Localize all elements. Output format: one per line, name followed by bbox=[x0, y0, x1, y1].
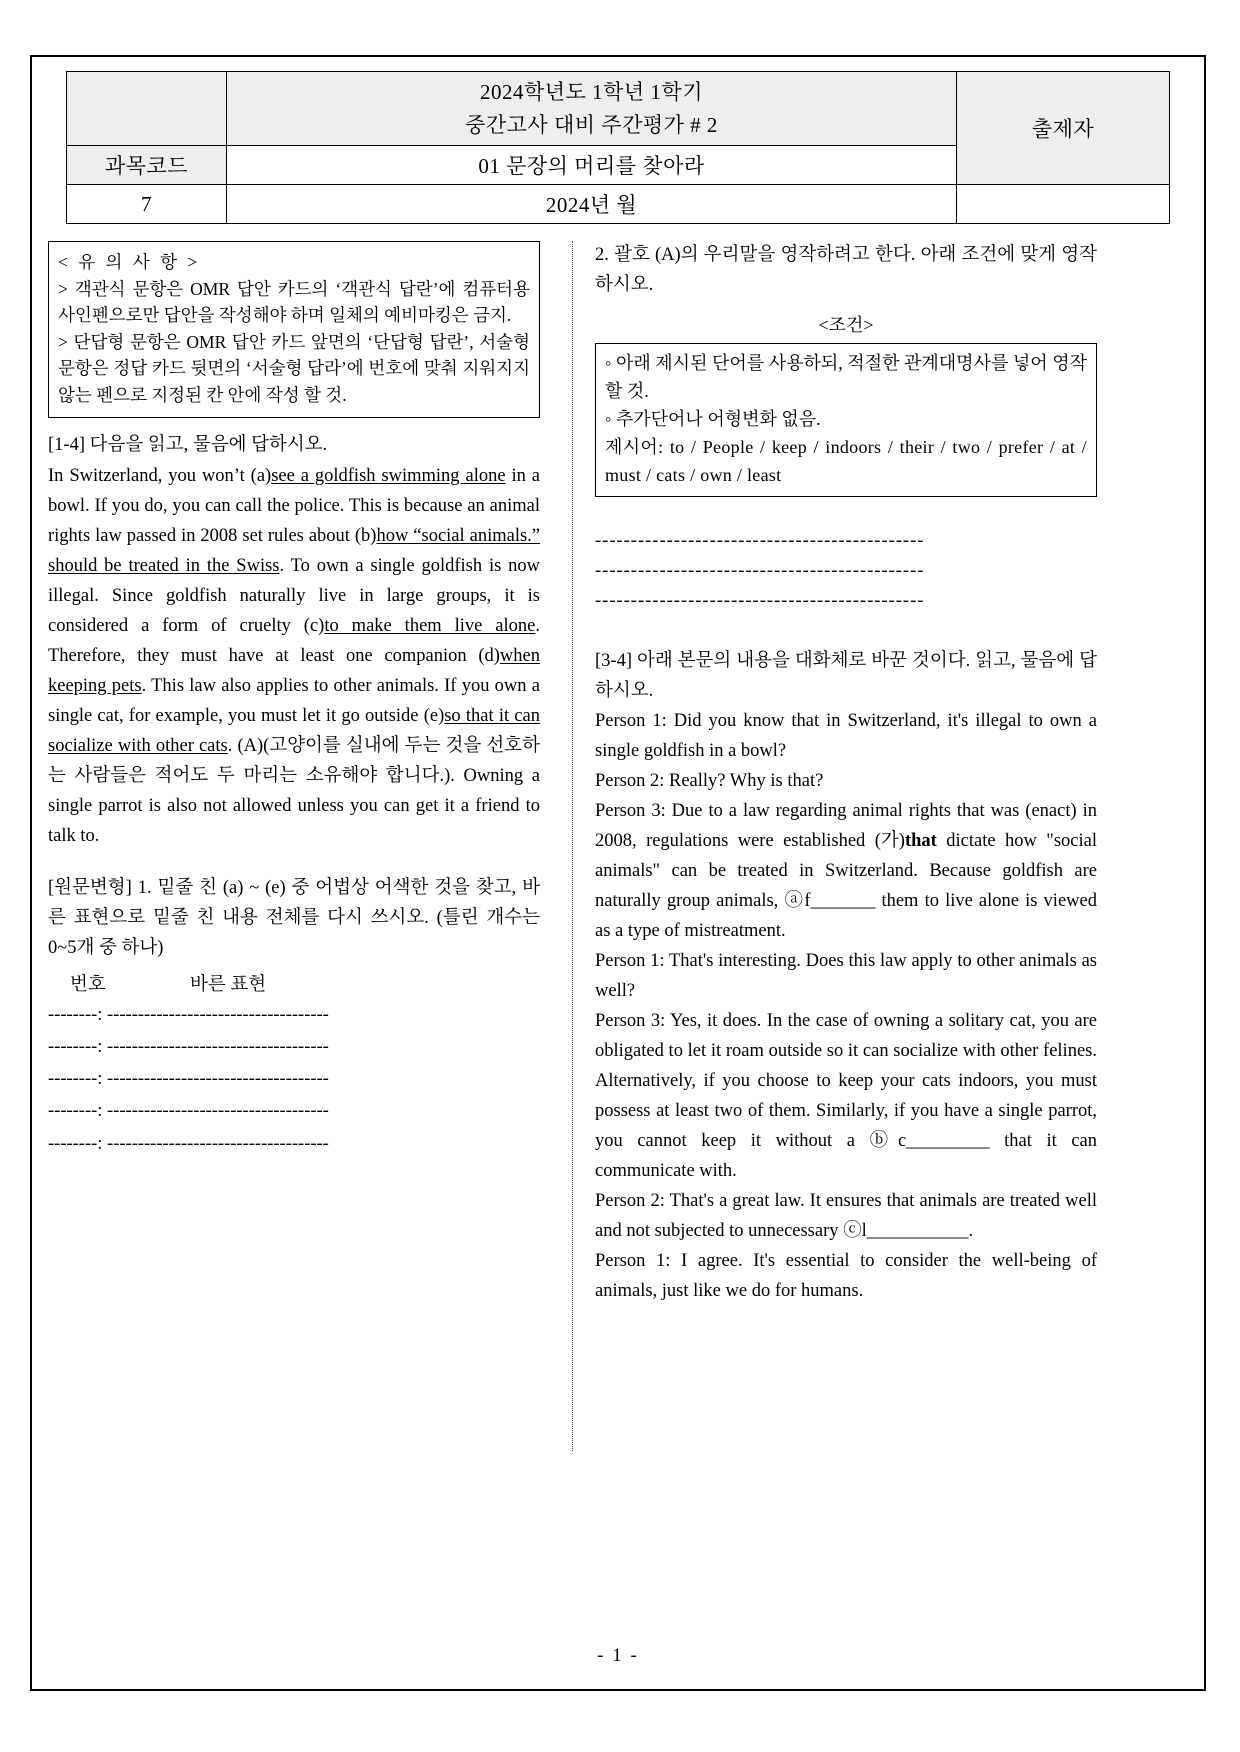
question-1-answer-header bbox=[48, 970, 540, 996]
underline-e: so that it can socialize with other cats bbox=[48, 706, 540, 756]
reading-passage bbox=[48, 462, 540, 852]
exam-title-cell bbox=[227, 72, 957, 146]
two-column-body bbox=[48, 241, 1188, 1531]
blank-b[interactable]: ⓑc_________ bbox=[869, 1130, 990, 1151]
notice-box bbox=[48, 241, 540, 418]
answer-blank-row[interactable]: --------: ------------------------------------ bbox=[48, 1004, 329, 1025]
passage-seg-1: In Switzerland, you won’t (a) bbox=[48, 466, 272, 487]
answer-blank-row[interactable]: --------: ------------------------------------ bbox=[48, 1133, 329, 1154]
dialogue-person1-line3: Person 1: I agree. It's essential to consider the well-being of animals, just like we do for humans. bbox=[595, 1250, 1097, 1301]
dialogue-seg-7: . bbox=[968, 1220, 974, 1241]
passage-seg-5: . This law also applies to other animals. If you own a single cat, for example, you must let it go outside (e) bbox=[48, 676, 540, 726]
dialogue-person1-line1 bbox=[595, 707, 1097, 767]
dialogue-person2-line1 bbox=[595, 767, 1097, 797]
bold-that: that bbox=[904, 831, 937, 852]
exam-title-line1: 2024학년도 1학년 1학기 bbox=[479, 80, 703, 104]
subject-code-value: 7 bbox=[67, 185, 227, 224]
spacer bbox=[48, 418, 540, 431]
left-column bbox=[48, 241, 550, 1531]
col-header-number: 번호 bbox=[70, 974, 106, 995]
examiner-value-cell bbox=[957, 185, 1170, 224]
writing-line[interactable]: ---------------------------------------------- bbox=[595, 591, 925, 612]
dialogue-person3-line2 bbox=[595, 1007, 1097, 1187]
question-1-text: 1. 밑줄 친 (a) ~ (e) 중 어법상 어색한 것을 찾고, 바른 표현으로 밑줄 친 내용 전체를 다시 쓰시오. (틀린 개수는 0~5개 중 하나) bbox=[48, 877, 541, 958]
question-2-text: 2. 괄호 (A)의 우리말을 영작하려고 한다. 아래 조건에 맞게 영작하시오. bbox=[595, 245, 1097, 296]
spacer bbox=[595, 617, 1097, 647]
question-2-answer-lines[interactable] bbox=[595, 527, 1097, 617]
underline-c: to make them live alone bbox=[324, 616, 536, 637]
blank-c[interactable]: ⓒl___________ bbox=[843, 1220, 969, 1241]
exam-title-line2: 중간고사 대비 주간평가 # 2 bbox=[465, 112, 718, 137]
answer-blank-row[interactable]: --------: ------------------------------------ bbox=[48, 1069, 329, 1090]
writing-line[interactable]: ---------------------------------------------- bbox=[595, 531, 925, 552]
exam-page bbox=[30, 55, 1206, 1691]
underline-a: see a goldfish swimming alone bbox=[271, 466, 506, 487]
subject-code-label: 과목코드 bbox=[67, 146, 227, 185]
dialogue-seg-5: that it can communicate with. bbox=[595, 1130, 1097, 1181]
condition-label: <조건> bbox=[818, 315, 874, 336]
dialogue-seg-4: Person 3: Yes, it does. In the case of owning a solitary cat, you are obligated to let it roam outside so it can socialize with other felines. Alternatively, if you choose to keep your cats indoors, you must possess at least two of them. Similarly, if you have a single parrot, you cannot keep it without a bbox=[595, 1011, 1097, 1151]
condition-item-2: ◦ 추가단어나 어형변화 없음. bbox=[605, 408, 821, 429]
spacer bbox=[595, 497, 1097, 527]
dialogue-seg-3: them to live alone is viewed as a type of mistreatment. bbox=[595, 891, 1097, 942]
passage-prompt: [1-4] 다음을 읽고, 물음에 답하시오. bbox=[48, 434, 328, 455]
header-row-date bbox=[67, 185, 1170, 224]
passage-seg-6: . (A)(고양이를 실내에 두는 것을 선호하는 사람들은 적어도 두 마리는 소유해야 합니다.). Owning a single parrot is also not allowed unless you can get it a friend to talk to. bbox=[48, 735, 540, 846]
underline-d: when keeping pets bbox=[48, 646, 540, 697]
dialogue-text: Person 2: Really? Why is that? bbox=[595, 771, 824, 792]
blank-a[interactable]: ⓐf_______ bbox=[784, 891, 876, 912]
notice-line-2: > 단답형 문항은 OMR 답안 카드 앞면의 ‘단답형 답란’, 서술형 문항은 정답 카드 뒷면의 ‘서술형 답라’에 번호에 맞춰 지워지지 않는 펜으로 지정된 칸 안에 작성 할 것. bbox=[58, 331, 530, 406]
column-divider bbox=[572, 241, 573, 1451]
passage-seg-4: . Therefore, they must have at least one companion (d) bbox=[48, 616, 540, 667]
subject-name-cell: 01 문장의 머리를 찾아라 bbox=[227, 146, 957, 185]
passage-seg-2: in a bowl. If you do, you can call the police. This is because an animal rights law passed in 2008 set rules about (b) bbox=[48, 466, 540, 547]
col-header-answer: 바른 표현 bbox=[190, 974, 267, 995]
question-1-answer-rows[interactable] bbox=[48, 999, 540, 1160]
examiner-label-cell: 출제자 bbox=[957, 72, 1170, 185]
dialogue-seg-1: Person 3: Due to a law regarding animal rights that was (enact) in 2008, regulations were established (가) bbox=[595, 801, 1097, 852]
notice-title: < 유 의 사 항 > bbox=[58, 252, 201, 273]
condition-item-1: ◦ 아래 제시된 단어를 사용하되, 적절한 관계대명사를 넣어 영작할 것. bbox=[605, 353, 1087, 401]
underline-b: how “social animals.” should be treated in the Swiss bbox=[48, 526, 540, 577]
header-empty-cell bbox=[67, 72, 227, 146]
right-column bbox=[595, 241, 1097, 1531]
dialogue-seg-2: dictate how "social animals" can be treated in Switzerland. Because goldfish are naturally group animals, bbox=[595, 831, 1097, 912]
dialogue-seg-6: Person 2: That's a great law. It ensures that animals are treated well and not subjected to unnecessary bbox=[595, 1190, 1097, 1241]
page-number: - 1 - bbox=[597, 1645, 639, 1666]
word-bank bbox=[605, 434, 1087, 490]
answer-blank-row[interactable]: --------: ------------------------------------ bbox=[48, 1036, 329, 1057]
condition-box bbox=[595, 343, 1097, 497]
question-1 bbox=[48, 874, 540, 964]
spacer bbox=[48, 852, 540, 874]
header-row-title bbox=[67, 72, 1170, 146]
answer-blank-row[interactable]: --------: ------------------------------------ bbox=[48, 1101, 329, 1122]
notice-line-1: > 객관식 문항은 OMR 답안 카드의 ‘객관식 답란’에 컴퓨터용 사인펜으로만 답안을 작성해야 하며 일체의 예비마킹은 금지. bbox=[58, 278, 530, 326]
exam-date-cell: 2024년 월 bbox=[227, 185, 957, 224]
question-34-prompt: [3-4] 아래 본문의 내용을 대화체로 바꾼 것이다. 읽고, 물음에 답하시오. bbox=[595, 651, 1097, 702]
question-1-tag: [원문변형] bbox=[48, 877, 132, 898]
passage-seg-3: . To own a single goldfish is now illegal. Since goldfish naturally live in large groups, it is considered a form of cruelty (c) bbox=[48, 556, 540, 637]
writing-line[interactable]: ---------------------------------------------- bbox=[595, 561, 925, 582]
dialogue-person3-line1 bbox=[595, 797, 1097, 947]
word-bank-label: 제시어: bbox=[605, 436, 664, 457]
dialogue-text: Person 1: Did you know that in Switzerland, it's illegal to own a single goldfish in a bowl? bbox=[595, 711, 1097, 762]
dialogue-person2-line2 bbox=[595, 1187, 1097, 1247]
word-bank-list: to / People / keep / indoors / their / two / prefer / at / must / cats / own / least bbox=[605, 436, 1087, 485]
exam-header-table bbox=[66, 71, 1170, 224]
dialogue-person1-line2: Person 1: That's interesting. Does this law apply to other animals as well? bbox=[595, 951, 1097, 1002]
